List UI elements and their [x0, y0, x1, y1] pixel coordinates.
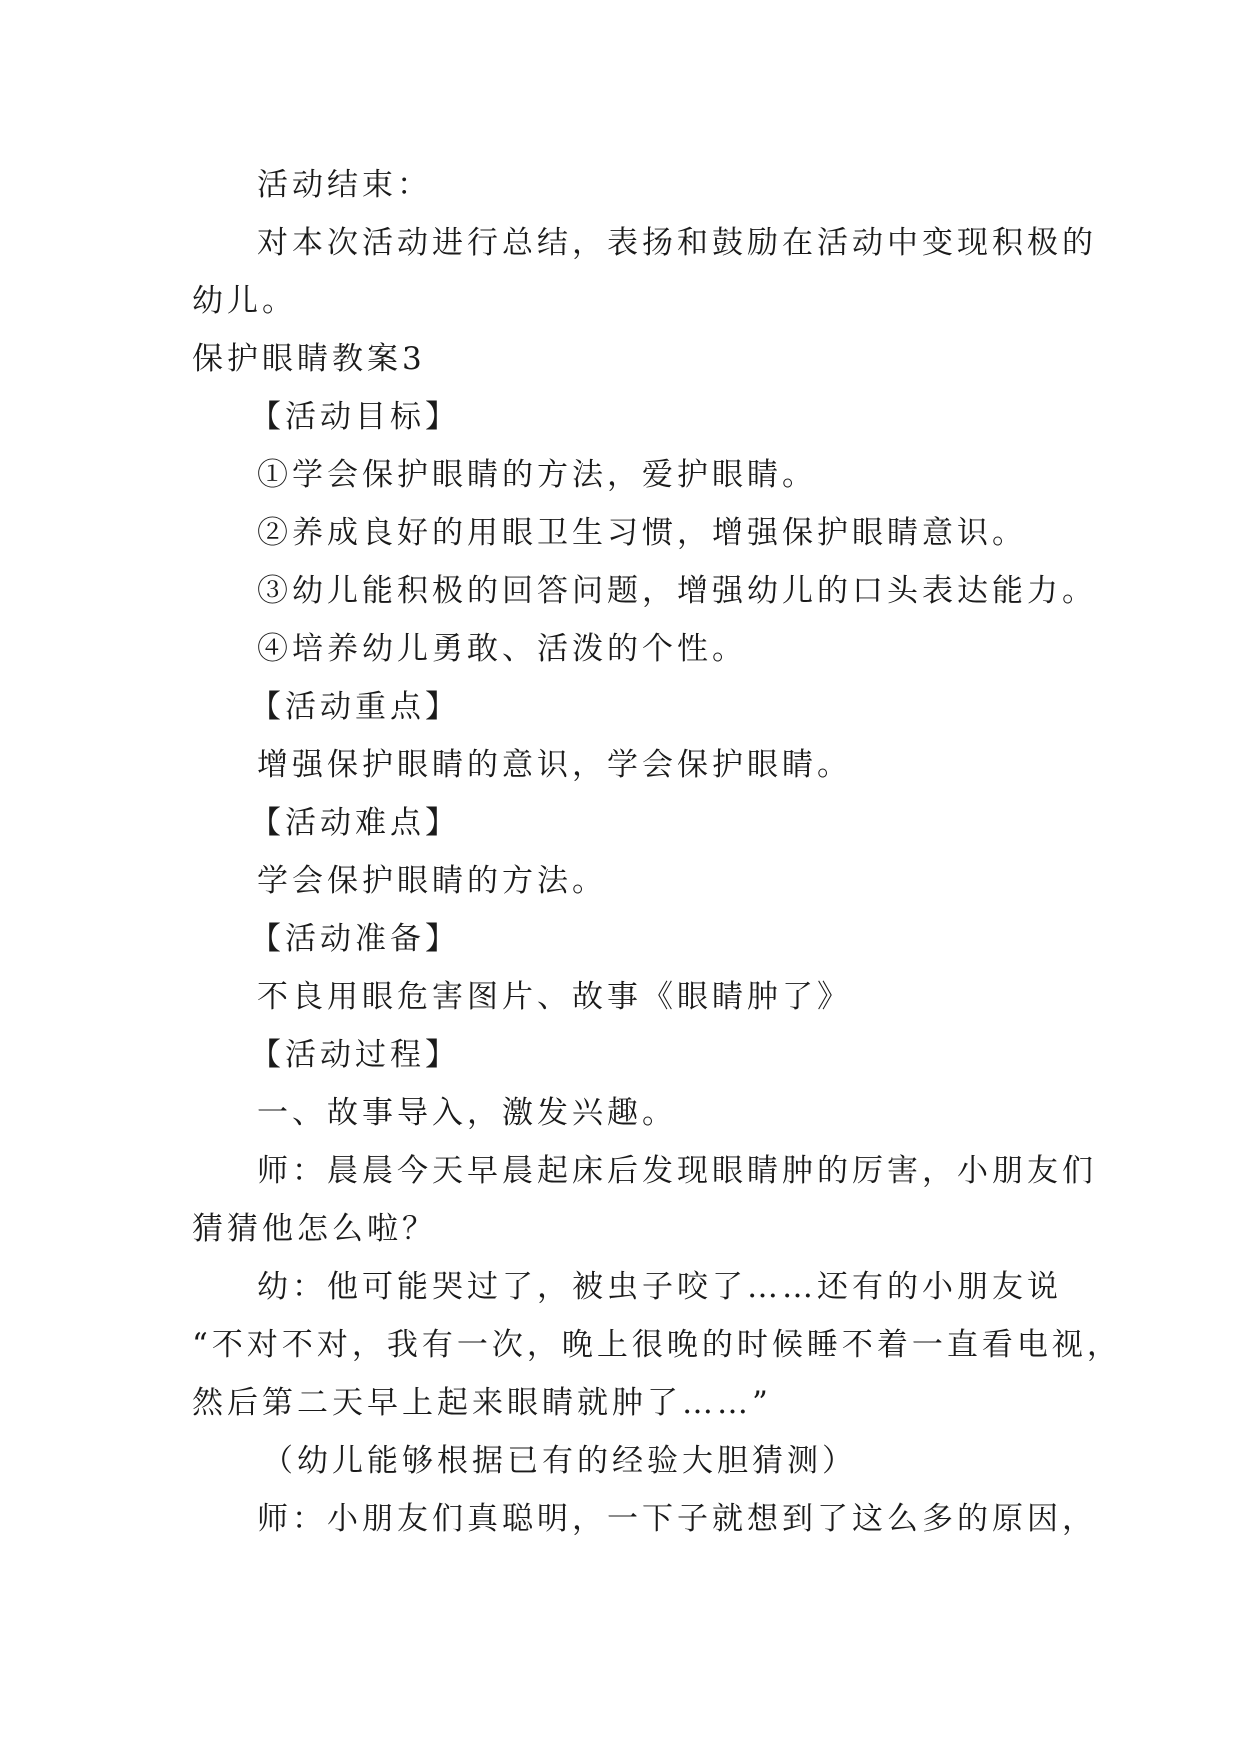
section-heading: 【活动重点】 — [250, 689, 460, 725]
text-line: 师：小朋友们真聪明，一下子就想到了这么多的原因， — [257, 1501, 1097, 1537]
text-line: 猜猜他怎么啦？ — [192, 1211, 437, 1247]
list-item: ④培养幼儿勇敢、活泼的个性。 — [257, 631, 747, 667]
section-heading: 【活动准备】 — [250, 921, 460, 957]
text-line: 增强保护眼睛的意识，学会保护眼睛。 — [257, 747, 852, 783]
text-line: 幼：他可能哭过了，被虫子咬了……还有的小朋友说 — [257, 1269, 1062, 1305]
text-line: 学会保护眼睛的方法。 — [257, 863, 607, 899]
text-line: 师：晨晨今天早晨起床后发现眼睛肿的厉害，小朋友们 — [257, 1153, 1097, 1189]
text-line: （幼儿能够根据已有的经验大胆猜测） — [262, 1443, 857, 1479]
list-item: ②养成良好的用眼卫生习惯，增强保护眼睛意识。 — [257, 515, 1027, 551]
text-line: 一、故事导入，激发兴趣。 — [257, 1095, 677, 1131]
text-line: 对本次活动进行总结，表扬和鼓励在活动中变现积极的 — [257, 225, 1097, 261]
text-line: 活动结束： — [257, 167, 432, 203]
text-line: 不良用眼危害图片、故事《眼睛肿了》 — [257, 979, 852, 1015]
list-item: ①学会保护眼睛的方法，爱护眼睛。 — [257, 457, 817, 493]
text-line: “不对不对，我有一次，晚上很晚的时候睡不着一直看电视， — [192, 1327, 1122, 1363]
section-heading: 【活动过程】 — [250, 1037, 460, 1073]
section-heading: 【活动难点】 — [250, 805, 460, 841]
section-heading: 【活动目标】 — [250, 399, 460, 435]
list-item: ③幼儿能积极的回答问题，增强幼儿的口头表达能力。 — [257, 573, 1097, 609]
text-line: 幼儿。 — [192, 283, 297, 319]
text-line: 然后第二天早上起来眼睛就肿了……” — [192, 1385, 772, 1421]
section-title: 保护眼睛教案3 — [192, 341, 426, 377]
